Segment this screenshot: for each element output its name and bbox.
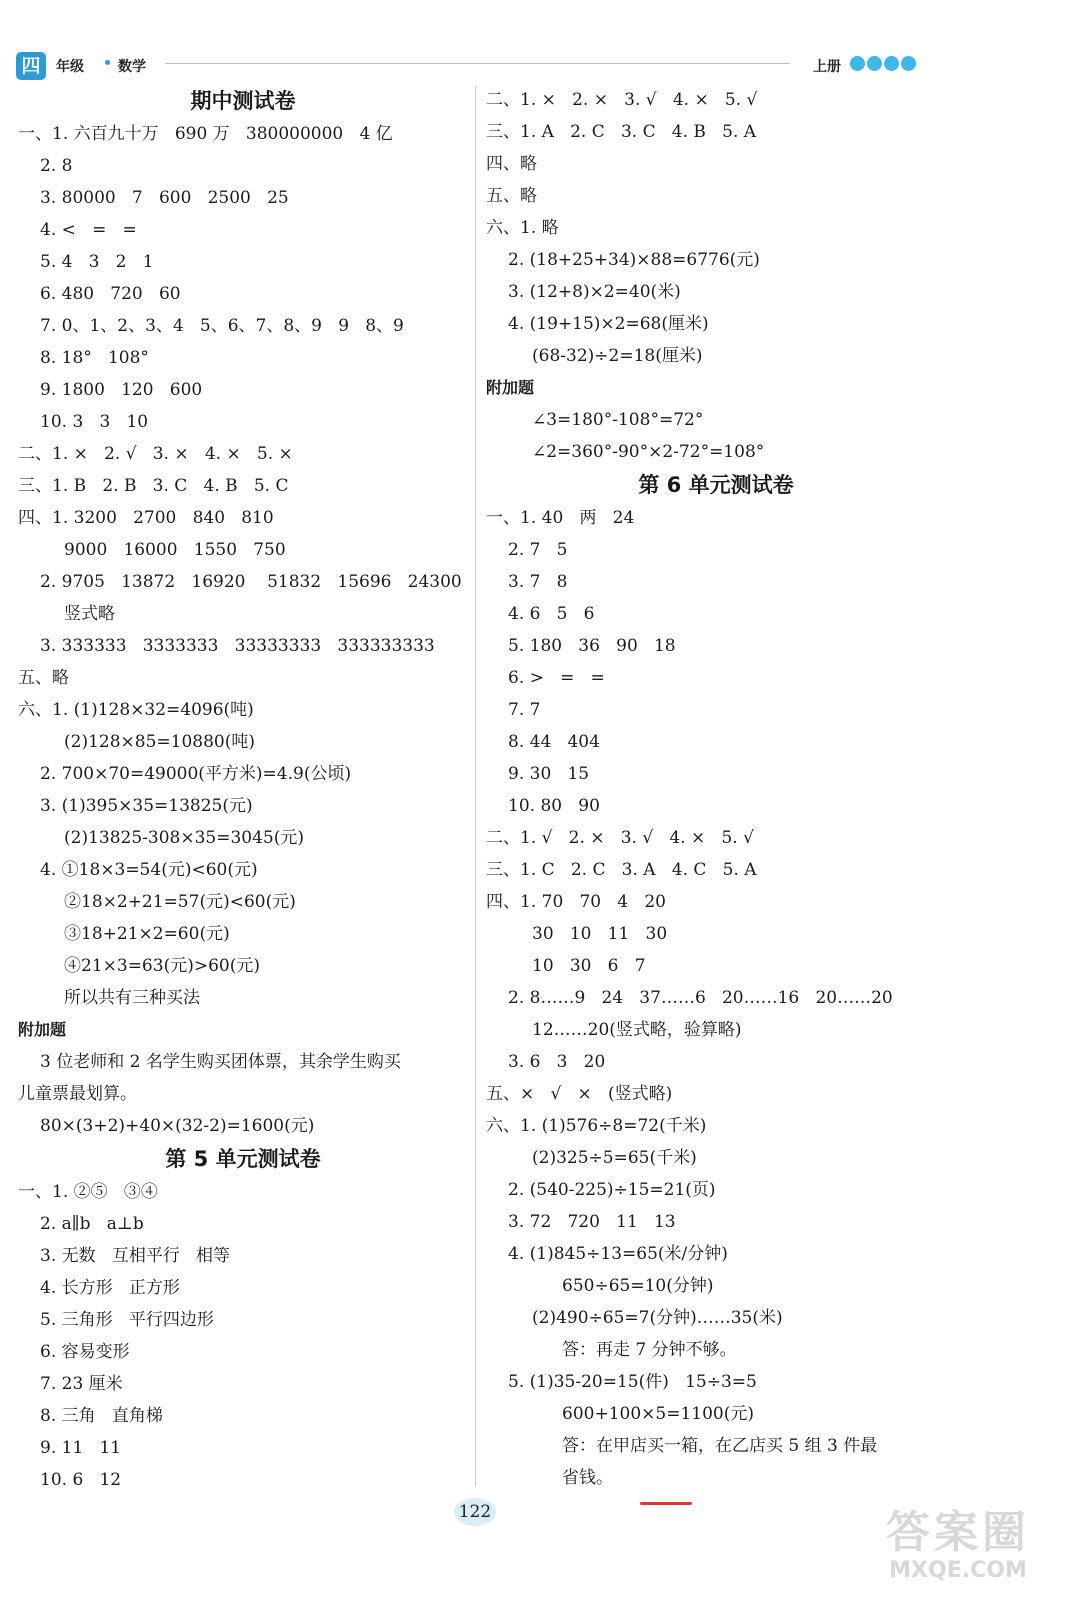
answer-line: 二、1. × 2. √ 3. × 4. × 5. ×	[18, 444, 293, 464]
answer-line: 省钱。	[562, 1468, 613, 1488]
answer-line: 6. 480 720 60	[40, 284, 181, 304]
answer-line: 3. 80000 7 600 2500 25	[40, 188, 289, 208]
answer-line: 四、略	[486, 154, 537, 174]
answer-line: 二、1. × 2. × 3. √ 4. × 5. √	[486, 90, 758, 110]
answer-line: 六、1. (1)128×32=4096(吨)	[18, 700, 254, 720]
answer-line: 5. 三角形 平行四边形	[40, 1310, 214, 1330]
answer-line: 4. (1)845÷13=65(米/分钟)	[508, 1244, 728, 1264]
answer-line: 附加题	[486, 378, 535, 397]
answer-line: 4. (19+15)×2=68(厘米)	[508, 314, 709, 334]
watermark-title: 答案圈	[886, 1507, 1030, 1558]
answer-line: ∠3=180°-108°=72°	[532, 410, 704, 430]
section-title: 第 5 单元测试卷	[165, 1147, 321, 1171]
answer-line: 2. 700×70=49000(平方米)=4.9(公顷)	[40, 764, 352, 784]
answer-line: ∠2=360°-90°×2-72°=108°	[532, 442, 765, 462]
answer-line: 4. ①18×3=54(元)<60(元)	[40, 860, 258, 880]
answer-line: (68-32)÷2=18(厘米)	[532, 346, 703, 366]
answer-line: 3. 无数 互相平行 相等	[40, 1246, 231, 1266]
answer-line: 3. 6 3 20	[508, 1052, 606, 1072]
answer-line: 7. 0、1、2、3、4 5、6、7、8、9 9 8、9	[40, 316, 404, 336]
answer-line: 3. 333333 3333333 33333333 333333333	[40, 636, 435, 656]
answer-line: 五、略	[486, 186, 537, 206]
header-rule	[165, 63, 790, 64]
answer-line: 3. (1)395×35=13825(元)	[40, 796, 253, 816]
answer-line: (2)13825-308×35=3045(元)	[64, 828, 305, 848]
answer-line: 三、1. B 2. B 3. C 4. B 5. C	[18, 476, 289, 496]
answer-line: 三、1. A 2. C 3. C 4. B 5. A	[486, 122, 757, 142]
answer-line: 答：再走 7 分钟不够。	[562, 1340, 737, 1360]
answer-line: 2. (18+25+34)×88=6776(元)	[508, 250, 760, 270]
answer-line: 10. 6 12	[40, 1470, 122, 1490]
answer-line: 附加题	[18, 1020, 67, 1039]
answer-line: 四、1. 70 70 4 20	[486, 892, 666, 912]
answer-line: 9000 16000 1550 750	[64, 540, 286, 560]
section-title: 期中测试卷	[190, 89, 296, 113]
subject-label: 数学	[118, 59, 146, 75]
footer-accent	[640, 1502, 692, 1505]
answer-line: 9. 11 11	[40, 1438, 122, 1458]
answer-line: 8. 18° 108°	[40, 348, 149, 368]
answer-line: 10. 3 3 10	[40, 412, 149, 432]
grade-label: 年级	[56, 59, 84, 75]
column-divider	[475, 86, 476, 1486]
answer-line: 600+100×5=1100(元)	[562, 1404, 754, 1424]
answer-line: 7. 7	[508, 700, 541, 720]
answer-line: 80×(3+2)+40×(32-2)=1600(元)	[40, 1116, 315, 1136]
decorative-dots-icon	[850, 56, 916, 72]
answer-line: 2. 8……9 24 37……6 20……16 20……20	[508, 988, 893, 1008]
answer-line: 10 30 6 7	[532, 956, 646, 976]
answer-line: 2. 8	[40, 156, 73, 176]
answer-line: 一、1. 六百九十万 690 万 380000000 4 亿	[18, 124, 393, 144]
answer-line: 2. 9705 13872 16920 51832 15696 24300	[40, 572, 462, 592]
answer-line: 3. 72 720 11 13	[508, 1212, 676, 1232]
answer-line: 5. 180 36 90 18	[508, 636, 676, 656]
answer-line: (2)490÷65=7(分钟)……35(米)	[532, 1308, 783, 1328]
answer-line: 3. 7 8	[508, 572, 568, 592]
page-header	[0, 0, 1066, 84]
watermark-logo	[868, 1508, 1048, 1586]
volume-label: 上册	[813, 59, 841, 75]
answer-line: 4. 长方形 正方形	[40, 1278, 180, 1298]
answer-line: 12……20(竖式略，验算略)	[532, 1020, 742, 1040]
grade-badge: 四	[16, 52, 46, 80]
answer-line: 四、1. 3200 2700 840 810	[18, 508, 274, 528]
answer-line: 儿童票最划算。	[18, 1084, 137, 1104]
answer-line: ③18+21×2=60(元)	[64, 924, 230, 944]
page-number: 122	[454, 1498, 496, 1526]
answer-line: 六、1. (1)576÷8=72(千米)	[486, 1116, 707, 1136]
answer-line: 一、1. 40 两 24	[486, 508, 635, 528]
right-column	[486, 84, 946, 1494]
answer-line: 7. 23 厘米	[40, 1374, 123, 1394]
answer-line: (2)325÷5=65(千米)	[532, 1148, 697, 1168]
answer-line: 5. 4 3 2 1	[40, 252, 154, 272]
separator-dot-icon	[105, 60, 110, 65]
left-column	[18, 84, 468, 1496]
answer-line: 5. (1)35-20=15(件) 15÷3=5	[508, 1372, 757, 1392]
answer-line: 竖式略	[64, 604, 115, 624]
answer-line: 2. 7 5	[508, 540, 568, 560]
answer-line: 3 位老师和 2 名学生购买团体票，其余学生购买	[40, 1052, 401, 1072]
answer-line: 6. 容易变形	[40, 1342, 130, 1362]
answer-line: 3. (12+8)×2=40(米)	[508, 282, 681, 302]
answer-line: 9. 1800 120 600	[40, 380, 203, 400]
answer-line: 4. < = =	[40, 220, 137, 240]
answer-line: 4. 6 5 6	[508, 604, 595, 624]
answer-line: 五、略	[18, 668, 69, 688]
answer-line: 8. 三角 直角梯	[40, 1406, 163, 1426]
answer-line: 答：在甲店买一箱，在乙店买 5 组 3 件最	[562, 1436, 878, 1456]
answer-line: 2. a∥b a⊥b	[40, 1214, 144, 1234]
answer-line: 六、1. 略	[486, 218, 559, 238]
answer-line: 三、1. C 2. C 3. A 4. C 5. A	[486, 860, 757, 880]
answer-line: (2)128×85=10880(吨)	[64, 732, 255, 752]
answer-line: 10. 80 90	[508, 796, 600, 816]
answer-line: 30 10 11 30	[532, 924, 668, 944]
answer-line: 五、× √ × (竖式略)	[486, 1084, 673, 1104]
answer-line: 9. 30 15	[508, 764, 590, 784]
answer-line: 650÷65=10(分钟)	[562, 1276, 714, 1296]
section-title: 第 6 单元测试卷	[638, 473, 794, 497]
answer-line: 8. 44 404	[508, 732, 600, 752]
answer-line: 二、1. √ 2. × 3. √ 4. × 5. √	[486, 828, 754, 848]
answer-line: 所以共有三种买法	[64, 988, 200, 1008]
watermark-url: MXQE.COM	[889, 1558, 1027, 1583]
answer-line: ②18×2+21=57(元)<60(元)	[64, 892, 296, 912]
answer-line: 6. > = =	[508, 668, 605, 688]
answer-line: 一、1. ②⑤ ③④	[18, 1182, 158, 1202]
answer-line: 2. (540-225)÷15=21(页)	[508, 1180, 716, 1200]
answer-line: ④21×3=63(元)>60(元)	[64, 956, 260, 976]
